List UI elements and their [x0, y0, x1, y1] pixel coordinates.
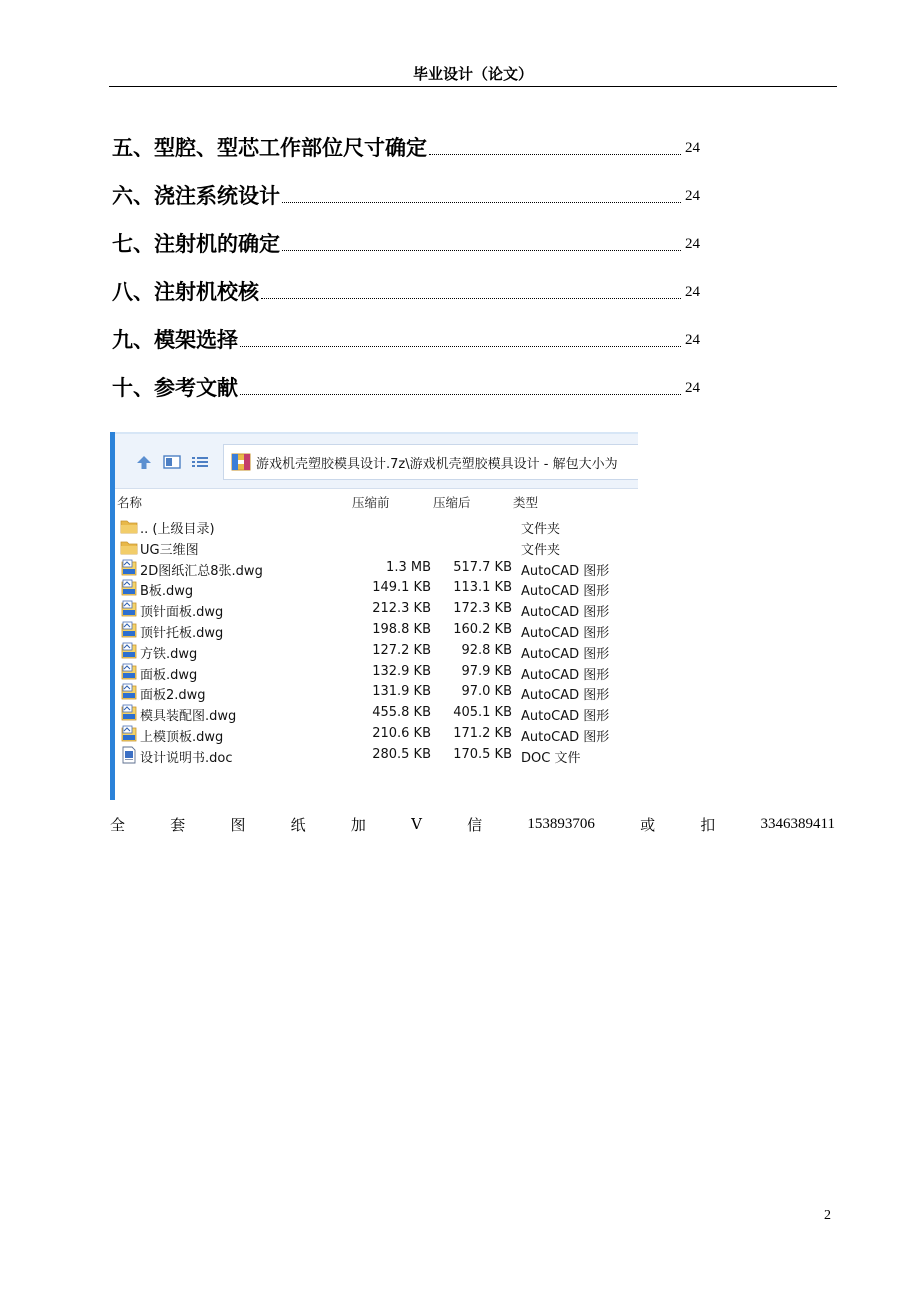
page-number: 2	[824, 1208, 831, 1223]
file-compressed-size: 405.1 KB	[453, 705, 512, 721]
dwg-file-icon	[120, 642, 138, 660]
file-size: 131.9 KB	[372, 684, 431, 700]
contact-text: 全	[110, 815, 126, 834]
file-compressed-size: 517.7 KB	[453, 559, 512, 575]
contact-text: 套	[170, 815, 186, 834]
file-row[interactable]	[115, 724, 638, 745]
explorer-toolbar	[115, 432, 638, 489]
file-type: 文件夹	[521, 542, 561, 558]
dwg-file-icon	[120, 600, 138, 618]
doc-file-icon	[120, 746, 138, 764]
contact-text: 加	[350, 815, 366, 834]
contact-text: V	[411, 815, 422, 833]
contact-text: 图	[230, 815, 246, 834]
toc-entry-page: 24	[685, 236, 700, 252]
file-row[interactable]	[115, 537, 638, 558]
file-type: AutoCAD 图形	[521, 709, 610, 725]
file-row[interactable]	[115, 578, 638, 599]
toc-entry-title: 六、浇注系统设计	[112, 184, 280, 208]
file-name: 模具装配图.dwg	[140, 709, 237, 725]
dwg-file-icon	[120, 725, 138, 743]
file-size: 1.3 MB	[386, 559, 431, 575]
page-header-title: 毕业设计（论文）	[412, 65, 533, 83]
view-panel-icon[interactable]	[163, 454, 181, 470]
file-size: 198.8 KB	[372, 621, 431, 637]
file-size: 280.5 KB	[372, 746, 431, 762]
column-header-size[interactable]: 压缩前	[352, 495, 390, 510]
toc-leader-dots	[240, 394, 681, 395]
file-row[interactable]	[115, 662, 638, 683]
toc-entry[interactable]	[112, 164, 700, 212]
file-compressed-size: 160.2 KB	[453, 621, 512, 637]
dwg-file-icon	[120, 559, 138, 577]
toc-entry[interactable]	[112, 116, 700, 164]
contact-text: 153893706	[527, 815, 595, 832]
file-name: .. (上级目录)	[140, 522, 215, 537]
toc-entry[interactable]	[112, 356, 700, 404]
toc-entry-page: 24	[685, 140, 700, 156]
file-row[interactable]	[115, 599, 638, 620]
contact-text: 或	[640, 815, 656, 834]
file-name: 面板2.dwg	[140, 688, 206, 704]
file-name: 上模顶板.dwg	[140, 729, 224, 745]
toc-entry-page: 24	[685, 188, 700, 204]
toc-leader-dots	[240, 346, 681, 347]
file-type: AutoCAD 图形	[521, 584, 610, 600]
toc-entry-title: 九、模架选择	[112, 328, 238, 352]
file-size: 210.6 KB	[372, 725, 431, 741]
file-size: 132.9 KB	[372, 663, 431, 679]
file-compressed-size: 170.5 KB	[453, 746, 512, 762]
file-row[interactable]	[115, 516, 638, 537]
file-size: 149.1 KB	[372, 580, 431, 596]
file-type: AutoCAD 图形	[521, 563, 610, 579]
file-name: 顶针托板.dwg	[140, 625, 224, 641]
table-of-contents	[112, 116, 700, 404]
address-path: 游戏机壳塑胶模具设计.7z\游戏机壳塑胶模具设计 - 解包大小为	[256, 456, 618, 472]
contact-text: 扣	[700, 815, 716, 834]
file-name: 设计说明书.doc	[140, 750, 233, 766]
toc-entry-title: 十、参考文献	[112, 376, 238, 400]
file-list	[115, 516, 638, 766]
contact-text: 纸	[290, 815, 306, 834]
file-name: B板.dwg	[140, 584, 194, 600]
dwg-file-icon	[120, 579, 138, 597]
up-arrow-icon[interactable]	[135, 454, 153, 470]
dwg-file-icon	[120, 683, 138, 701]
file-type: AutoCAD 图形	[521, 667, 610, 683]
file-name: 顶针面板.dwg	[140, 605, 224, 621]
dwg-file-icon	[120, 663, 138, 681]
file-type: AutoCAD 图形	[521, 729, 610, 745]
archive-icon	[230, 452, 252, 472]
archive-explorer-screenshot	[110, 432, 638, 800]
address-bar[interactable]	[223, 444, 638, 480]
file-row[interactable]	[115, 558, 638, 579]
file-name: UG三维图	[140, 542, 199, 558]
file-compressed-size: 97.0 KB	[461, 684, 512, 700]
toc-leader-dots	[261, 298, 681, 299]
file-name: 方铁.dwg	[140, 646, 198, 662]
file-size: 127.2 KB	[372, 642, 431, 658]
file-type: AutoCAD 图形	[521, 688, 610, 704]
toc-entry-page: 24	[685, 284, 700, 300]
toc-entry-title: 八、注射机校核	[112, 280, 259, 304]
toc-leader-dots	[282, 250, 681, 251]
column-header-row	[115, 487, 638, 515]
column-header-compressed[interactable]: 压缩后	[433, 495, 471, 510]
toc-entry[interactable]	[112, 260, 700, 308]
toc-leader-dots	[429, 154, 681, 155]
file-row[interactable]	[115, 620, 638, 641]
folder-icon	[120, 517, 138, 535]
file-compressed-size: 113.1 KB	[453, 580, 512, 596]
file-type: AutoCAD 图形	[521, 625, 610, 641]
contact-text: 3346389411	[760, 815, 835, 832]
toc-entry[interactable]	[112, 212, 700, 260]
column-header-type[interactable]: 类型	[513, 495, 539, 510]
file-type: 文件夹	[521, 522, 561, 537]
contact-text: 信	[467, 815, 483, 834]
file-size: 212.3 KB	[372, 601, 431, 617]
file-name: 2D图纸汇总8张.dwg	[140, 563, 263, 579]
file-row[interactable]	[115, 682, 638, 703]
dwg-file-icon	[120, 621, 138, 639]
file-compressed-size: 171.2 KB	[453, 725, 512, 741]
file-size: 455.8 KB	[372, 705, 431, 721]
file-compressed-size: 97.9 KB	[461, 663, 512, 679]
contact-line	[110, 812, 835, 836]
folder-icon	[120, 538, 138, 556]
toc-entry[interactable]	[112, 308, 700, 356]
file-compressed-size: 172.3 KB	[453, 601, 512, 617]
file-row[interactable]	[115, 641, 638, 662]
file-name: 面板.dwg	[140, 667, 198, 683]
file-type: DOC 文件	[521, 750, 581, 766]
toc-leader-dots	[282, 202, 681, 203]
file-compressed-size: 92.8 KB	[461, 642, 512, 658]
file-type: AutoCAD 图形	[521, 646, 610, 662]
file-row[interactable]	[115, 745, 638, 766]
file-row[interactable]	[115, 703, 638, 724]
header-rule	[109, 86, 837, 87]
file-type: AutoCAD 图形	[521, 605, 610, 621]
toc-entry-title: 五、型腔、型芯工作部位尺寸确定	[112, 136, 427, 160]
dwg-file-icon	[120, 704, 138, 722]
list-view-icon[interactable]	[191, 454, 209, 470]
toc-entry-page: 24	[685, 332, 700, 348]
toc-entry-page: 24	[685, 380, 700, 396]
toc-entry-title: 七、注射机的确定	[112, 232, 280, 256]
column-header-name[interactable]: 名称	[117, 495, 143, 510]
